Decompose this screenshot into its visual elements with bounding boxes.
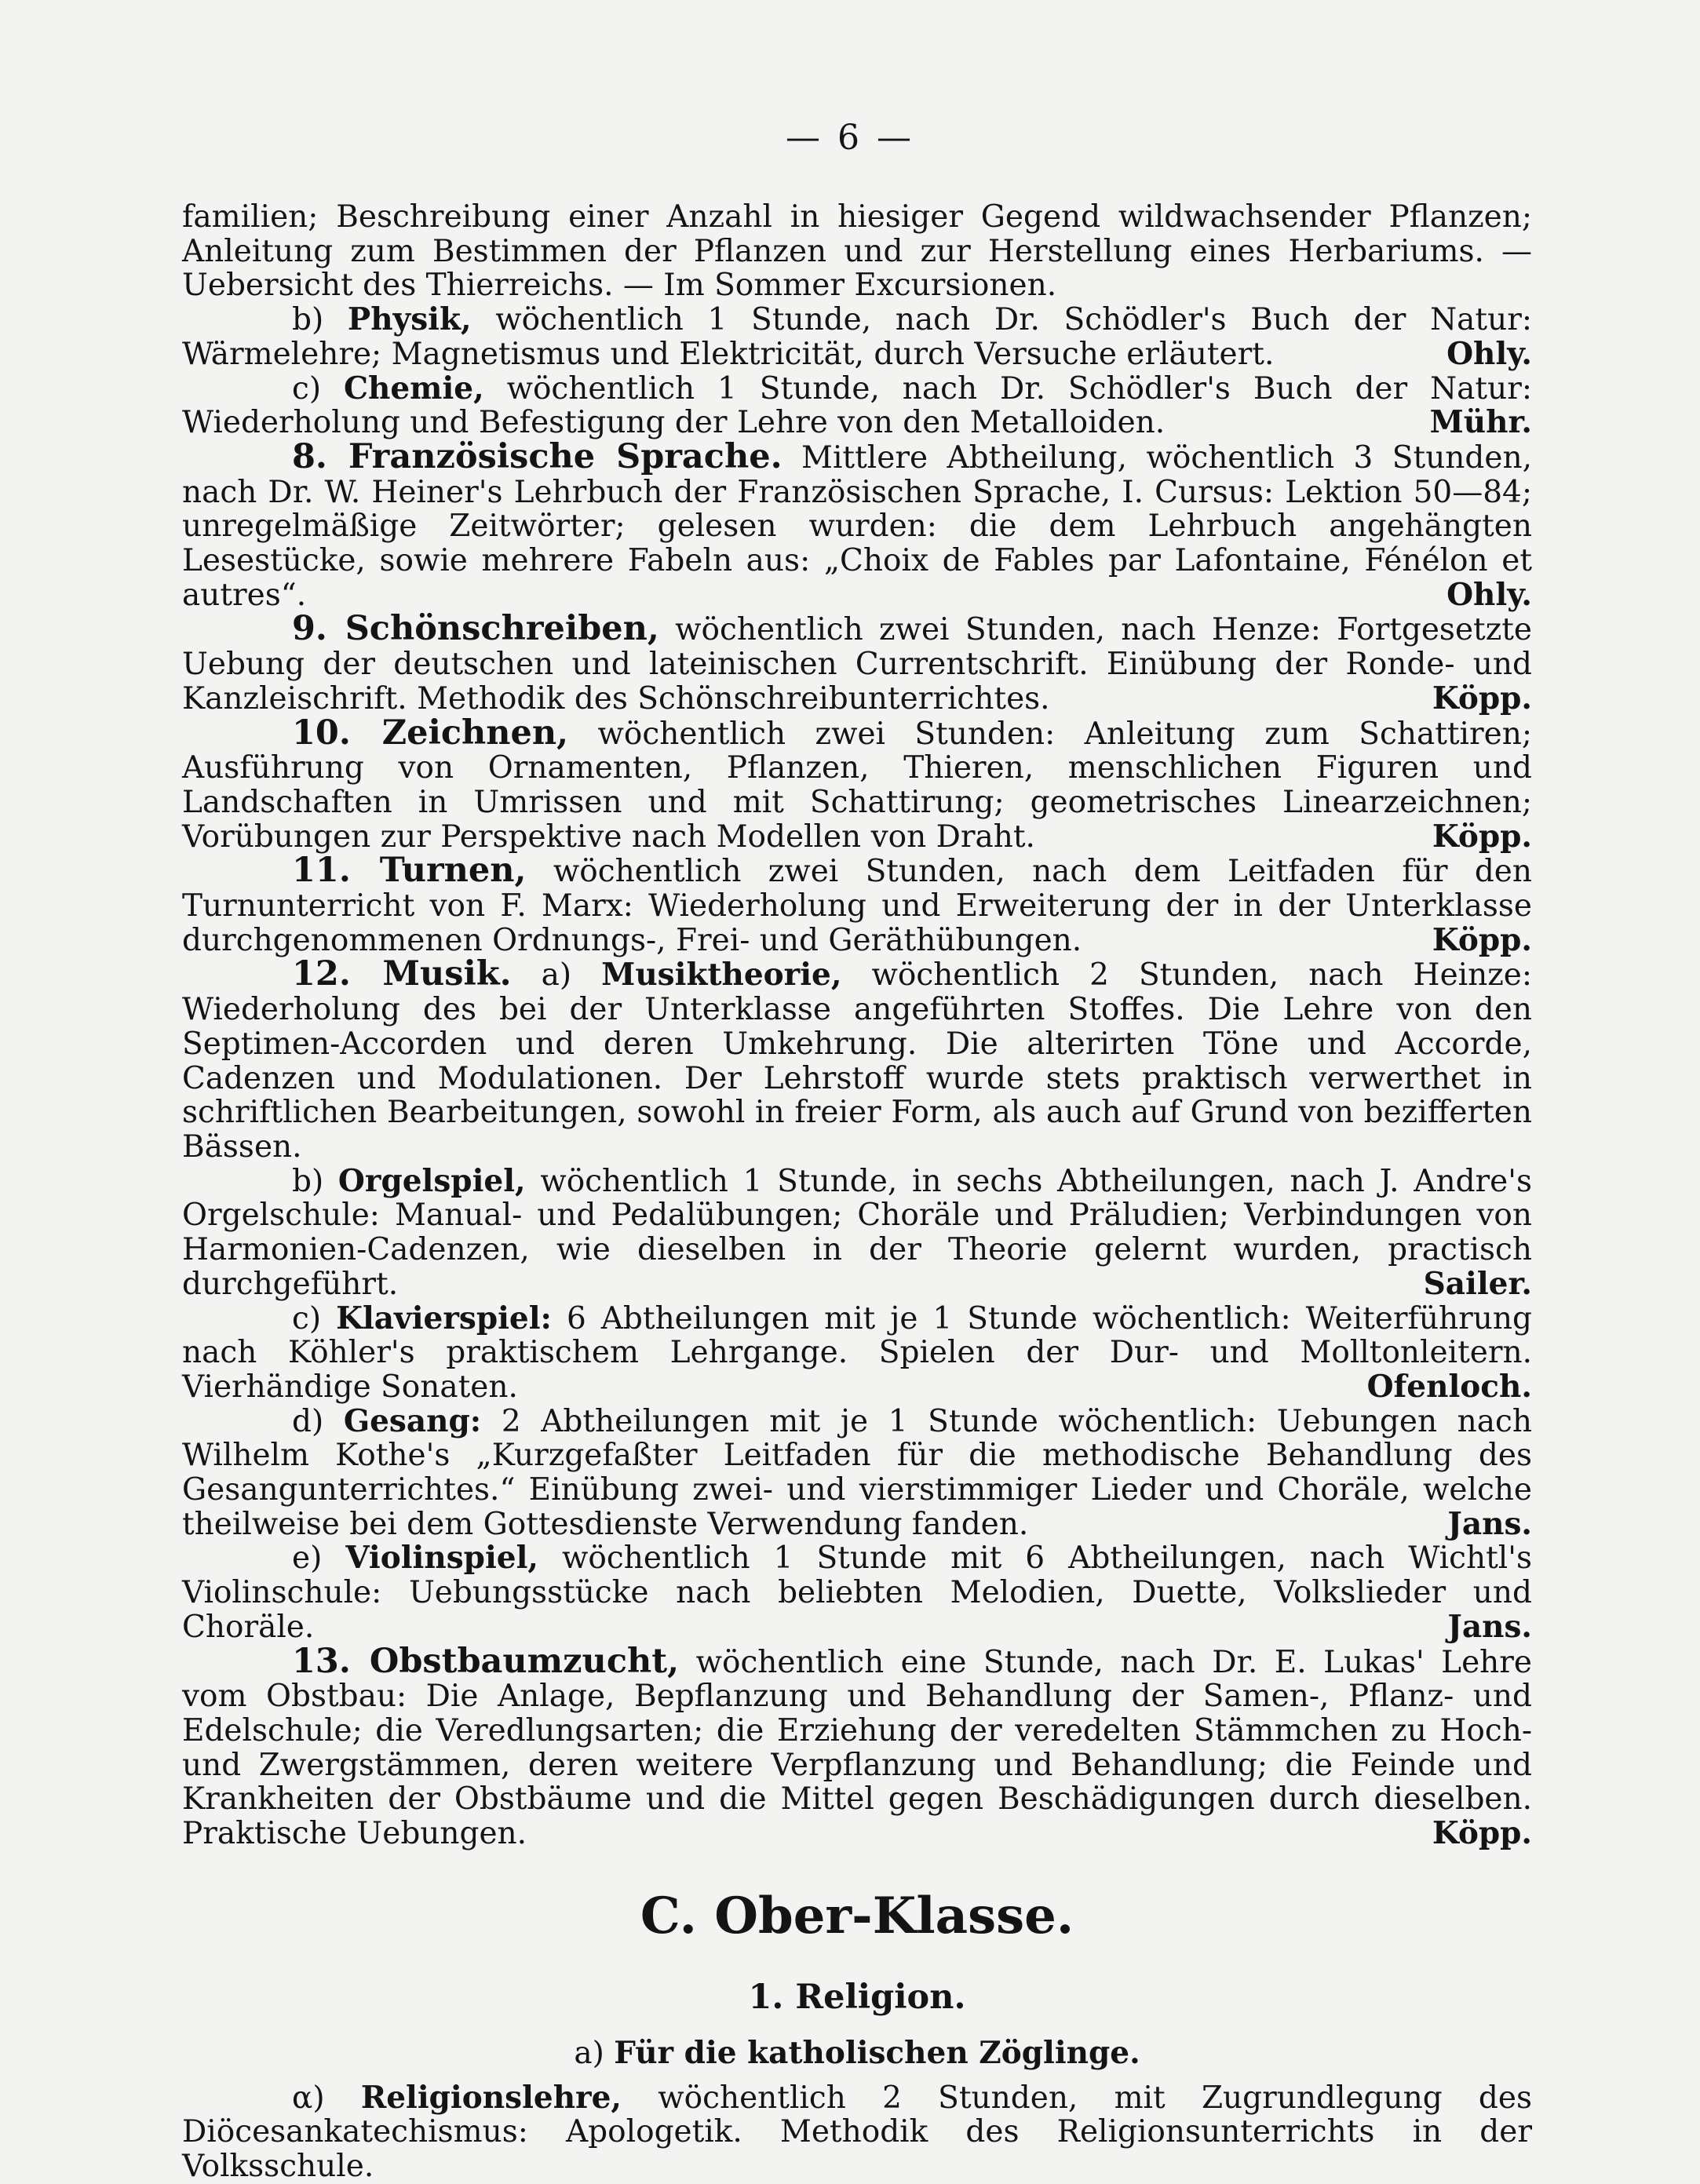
- section-8-paragraph: [182, 436, 1532, 613]
- intro-paragraph: familien; Beschreibung einer Anzahl in hiesiger Gegend wildwachsender Pflanzen; Anleitung zum Bestimmen der Pflanzen und zur Herstellung eines Herbariums. — Uebersicht des Thierreichs. — Im Sommer Excursionen.: [182, 199, 1532, 304]
- section-13-paragraph: [182, 1641, 1532, 1852]
- violin-paragraph: [182, 1541, 1532, 1644]
- orgel-teacher: Sailer.: [1423, 1265, 1532, 1302]
- violin-label: e): [292, 1540, 323, 1577]
- section-12-title: 12. Musik.: [292, 954, 512, 994]
- religionslehre-text: wöchentlich 2 Stunden, mit Zugrundlegung des Diöcesankatechismus: Apologetik. Methodik des Religionsunterrichts in der Volksschule.: [182, 2080, 1532, 2184]
- catholic-title: Für die katholischen Zöglinge.: [614, 2034, 1140, 2071]
- orgel-label: b): [292, 1163, 324, 1199]
- section-8-title: 8. Französische Sprache.: [292, 436, 783, 476]
- gesang-label: d): [292, 1403, 324, 1439]
- section-11-paragraph: [182, 851, 1533, 958]
- religionslehre-paragraph: [182, 2081, 1532, 2184]
- klavier-text: 6 Abtheilungen mit je 1 Stunde wöchentlich: Weiterführung nach Köhler's praktischem Lehrgange. Spielen der Dur- und Molltonleitern. Vierhändige Sonaten.: [182, 1300, 1532, 1405]
- gesang-title: Gesang:: [343, 1402, 482, 1439]
- section-12-text: wöchentlich 2 Stunden, nach Heinze: Wiederholung des bei der Unterklasse angeführten Stoffes. Die Lehre von den Septimen-Accorden und deren Umkehrung. Die alterirten Töne und Accorde, Cadenzen und Modulationen. Der Lehrstoff wurde stets praktisch verwerthet in schriftlichen Bearbeitungen, sowohl in freier Form, als auch auf Grund von bezifferten Bässen.: [182, 957, 1533, 1165]
- klavier-title: Klavierspiel:: [336, 1300, 552, 1336]
- physik-teacher: Ohly.: [1446, 335, 1532, 372]
- section-8-text: Mittlere Abtheilung, wöchentlich 3 Stunden, nach Dr. W. Heiner's Lehrbuch der Französischen Sprache, I. Cursus: Lektion 50—84; unregelmäßige Zeitwörter; gelesen wurden: die dem Lehrbuch angehängten Lesestücke, sowie mehrere Fabeln aus: „Choix de Fables par Lafontaine, Fénélon et autres“.: [182, 439, 1532, 613]
- section-11-text: wöchentlich zwei Stunden, nach dem Leitfaden für den Turnunterricht von F. Marx: Wiederholung und Erweiterung der in der Unterklasse durchgenommenen Ordnungs-, Frei- und Geräthübungen.: [182, 854, 1533, 958]
- section-13-text: wöchentlich eine Stunde, nach Dr. E. Lukas' Lehre vom Obstbau: Die Anlage, Bepflanzung und Behandlung der Samen-, Pflanz- und Edelschule; die Veredlungsarten; die Erziehung der veredelten Stämmchen zu Hoch- und Zwergstämmen, deren weitere Verpflanzung und Behandlung; die Feinde und Krankheiten der Obstbäume und die Mittel gegen Beschädigungen durch dieselben. Praktische Uebungen.: [182, 1644, 1532, 1852]
- violin-teacher: Jans.: [1447, 1608, 1532, 1645]
- section-13-teacher: Köpp.: [1432, 1815, 1532, 1852]
- violin-title: Violinspiel,: [345, 1540, 538, 1577]
- catholic-label: a): [574, 2035, 604, 2071]
- section-11-teacher: Köpp.: [1432, 921, 1532, 958]
- klavier-teacher: Ofenloch.: [1366, 1368, 1532, 1405]
- catholic-subheading: [182, 2025, 1532, 2081]
- religionslehre-title: Religionslehre,: [360, 2079, 622, 2116]
- chemie-paragraph: [182, 372, 1532, 440]
- section-10-text: wöchentlich zwei Stunden: Anleitung zum Schattiren; Ausführung von Ornamenten, Pflanzen, Thieren, menschlichen Figuren und Landschaften in Umrissen und mit Schattirung; geometrisches Linearzeichnen; Vorübungen zur Perspektive nach Modellen von Draht.: [182, 716, 1532, 855]
- chemie-label: c): [292, 370, 322, 407]
- page-number: — 6 —: [786, 118, 914, 158]
- section-9-title: 9. Schönschreiben,: [292, 609, 659, 649]
- religionslehre-label: α): [292, 2080, 325, 2116]
- chemie-text: wöchentlich 1 Stunde, nach Dr. Schödler's Buch der Natur: Wiederholung und Befestigung der Lehre von den Metalloiden.: [182, 370, 1532, 441]
- religion-heading: 1. Religion.: [748, 1977, 966, 2017]
- orgel-text: wöchentlich 1 Stunde, in sechs Abtheilungen, nach J. Andre's Orgelschule: Manual- und Pedalübungen; Choräle und Präludien; Verbindungen von Harmonien-Cadenzen, wie dieselben in der Theorie gelernt wurden, practisch durchgeführt.: [182, 1163, 1532, 1302]
- orgel-paragraph: [182, 1162, 1532, 1302]
- physik-label: b): [292, 302, 324, 338]
- chemie-teacher: Mühr.: [1429, 404, 1532, 441]
- klavier-label: c): [292, 1300, 322, 1336]
- physik-title: Physik,: [347, 301, 472, 338]
- section-9-paragraph: [182, 609, 1532, 716]
- chemie-title: Chemie,: [343, 370, 484, 407]
- gesang-paragraph: [182, 1402, 1533, 1542]
- section-12-paragraph: [182, 954, 1533, 1165]
- gesang-teacher: Jans.: [1447, 1505, 1532, 1542]
- section-10-teacher: Köpp.: [1432, 818, 1532, 855]
- section-11-title: 11. Turnen,: [292, 851, 527, 891]
- section-13-title: 13. Obstbaumzucht,: [292, 1641, 680, 1681]
- orgel-title: Orgelspiel,: [337, 1162, 526, 1199]
- section-9-teacher: Köpp.: [1432, 680, 1532, 716]
- section-10-paragraph: [182, 713, 1532, 855]
- section-12-label: a): [541, 957, 572, 994]
- violin-text: wöchentlich 1 Stunde mit 6 Abtheilungen, nach Wichtl's Violinschule: Uebungsstücke nach beliebten Melodien, Duette, Volkslieder und Choräle.: [182, 1540, 1532, 1645]
- physik-text: wöchentlich 1 Stunde, nach Dr. Schödler's Buch der Natur: Wärmelehre; Magnetismus und Elektricität, durch Versuche erläutert.: [182, 302, 1532, 372]
- gesang-text: 2 Abtheilungen mit je 1 Stunde wöchentlich: Uebungen nach Wilhelm Kothe's „Kurzgefaßter Leitfaden für die methodische Behandlung des Gesangunterrichtes.“ Einübung zwei- und vierstimmiger Lieder und Choräle, welche theilweise bei dem Gottesdienste Verwendung fanden.: [182, 1403, 1533, 1542]
- section-9-text: wöchentlich zwei Stunden, nach Henze: Fortgesetzte Uebung der deutschen und lateinischen Currentschrift. Einübung der Ronde- und Kanzleischrift. Methodik des Schönschreibunterrichtes.: [182, 612, 1532, 716]
- klavier-paragraph: [182, 1302, 1532, 1405]
- physik-paragraph: [182, 303, 1532, 371]
- section-10-title: 10. Zeichnen,: [292, 713, 569, 753]
- section-8-teacher: Ohly.: [1446, 576, 1532, 613]
- section-12-subtitle: Musiktheorie,: [601, 957, 842, 994]
- class-heading: C. Ober-Klasse.: [640, 1886, 1074, 1945]
- body-text: [182, 200, 1532, 2184]
